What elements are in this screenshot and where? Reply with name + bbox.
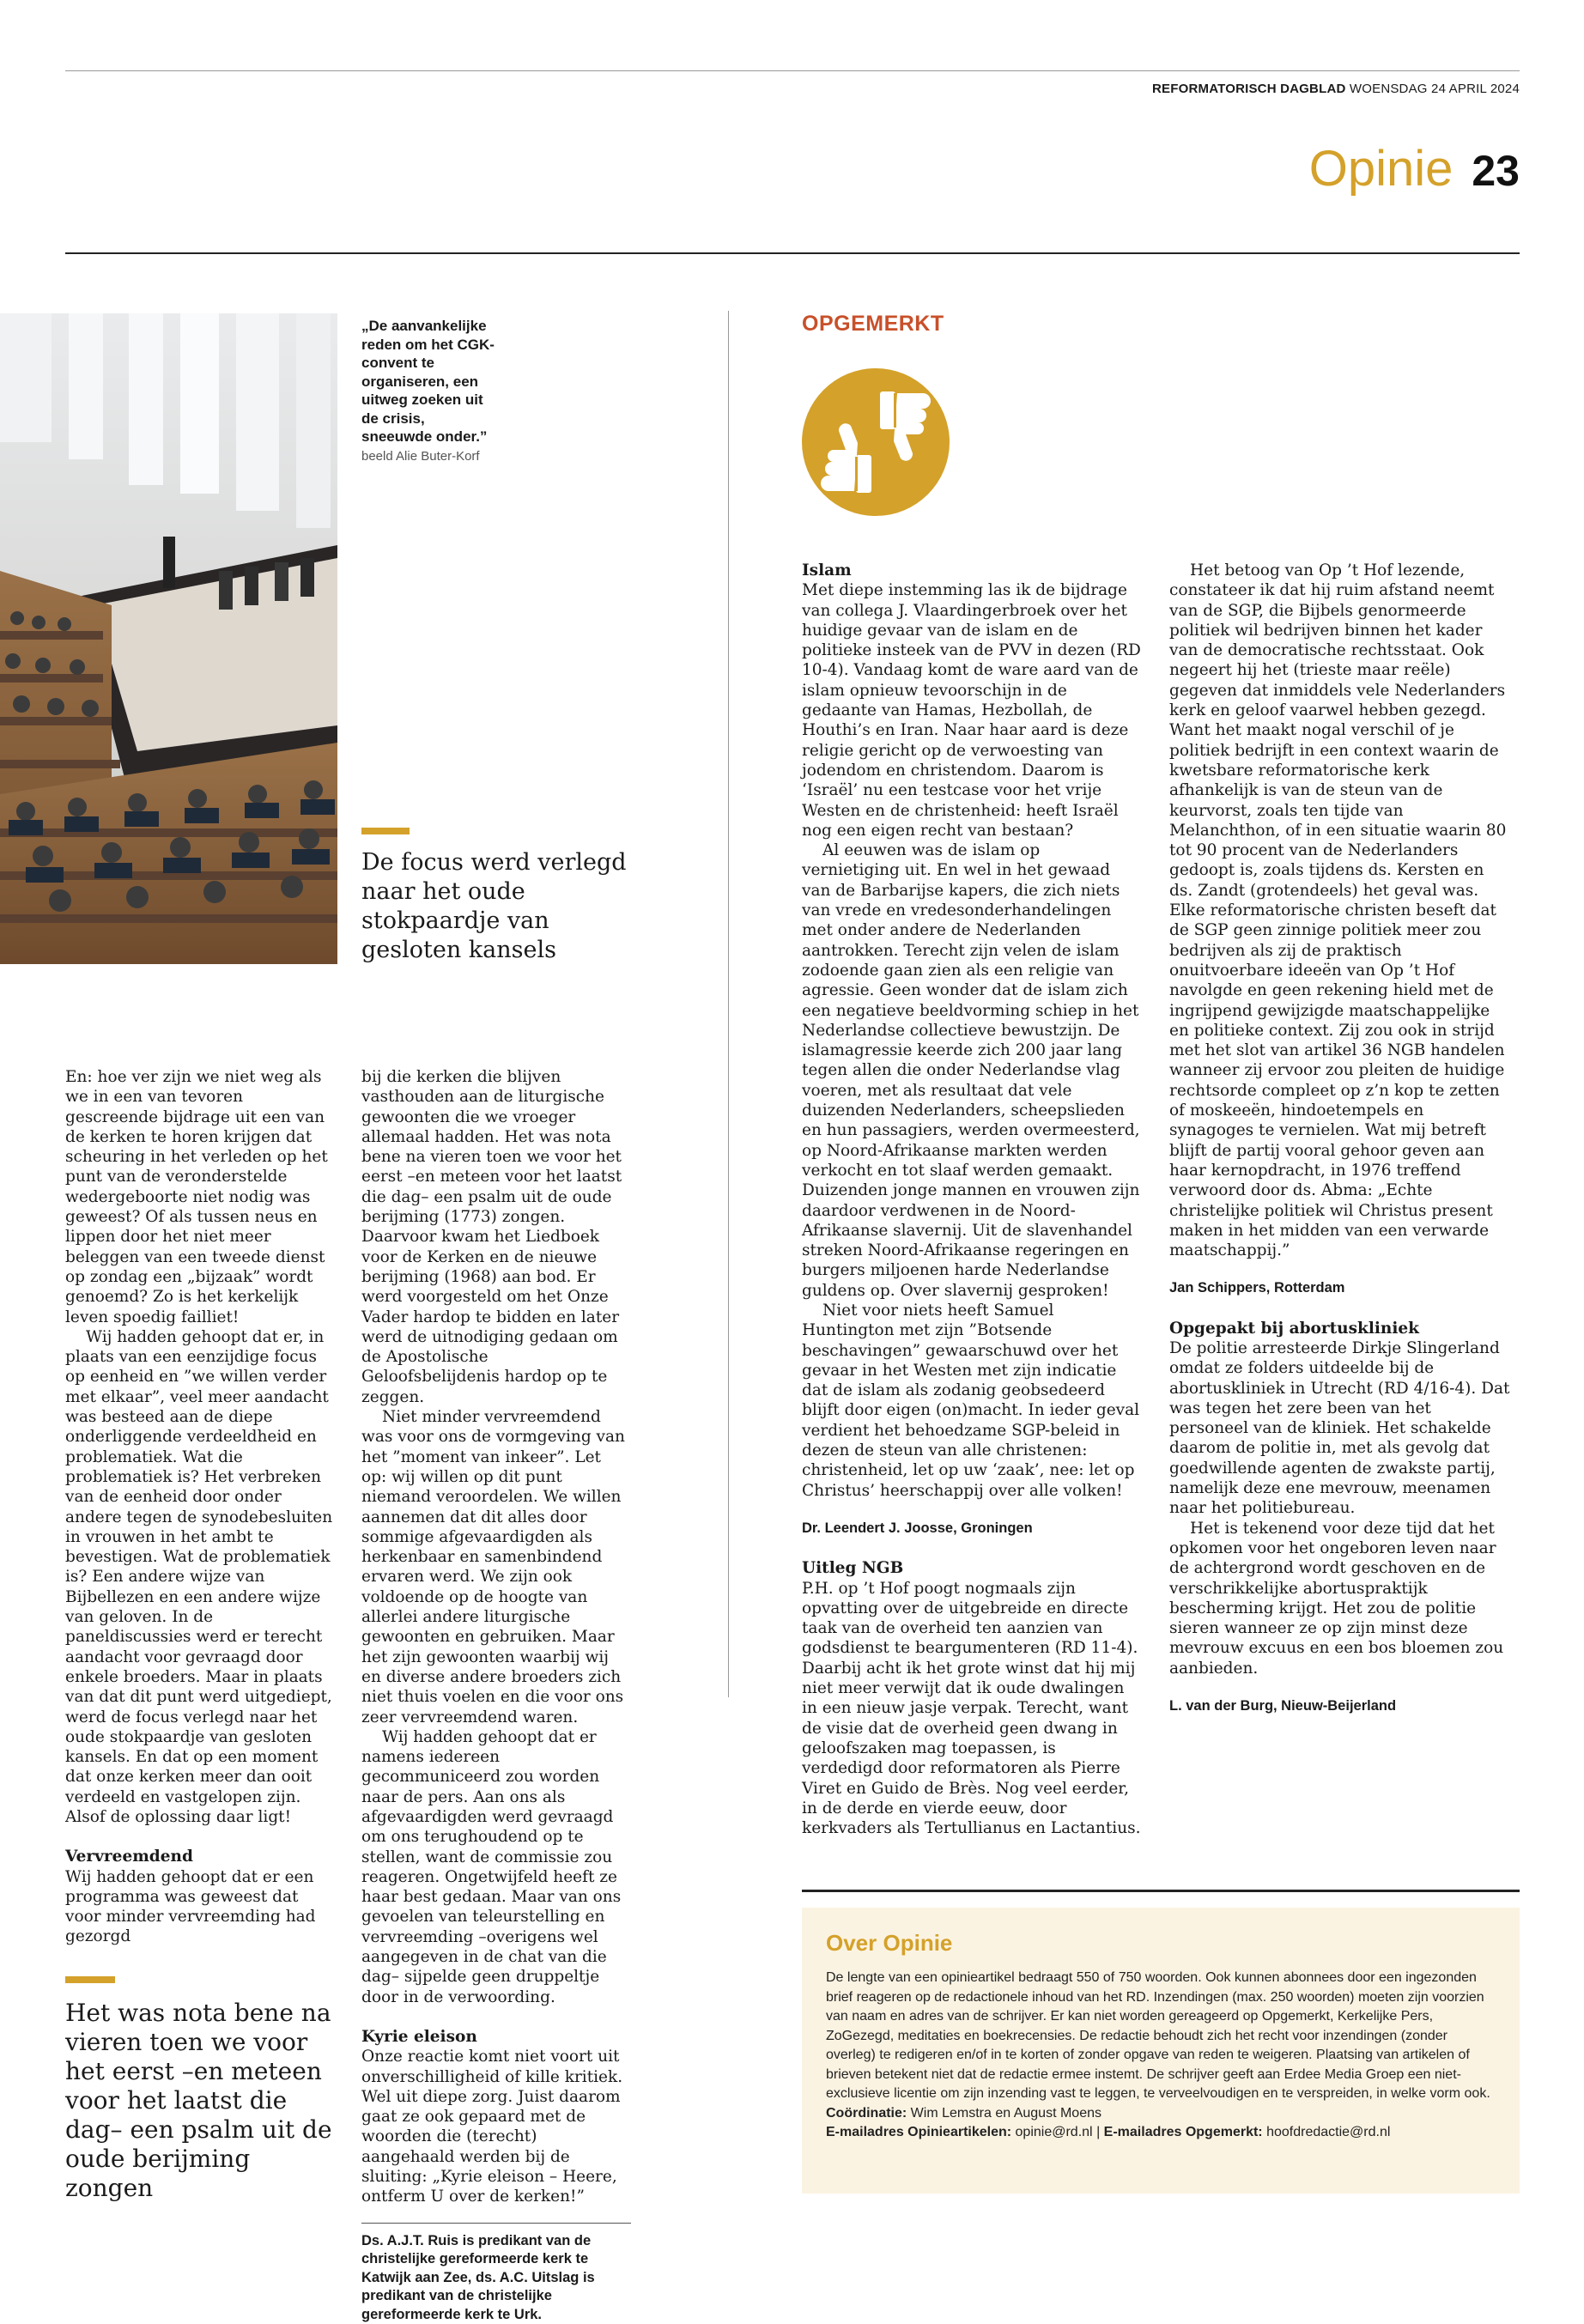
letters-column-1 [802,561,1142,1838]
email-opgemerkt-label: E-mailadres Opgemerkt: [1103,2125,1263,2139]
photo-caption [361,317,499,465]
photo-caption-quote: „De aanvankelijke reden om het CGK-convent te organiseren, een uitweg zoeken uit de crisis, sneeuwde onder.” [361,318,495,445]
email-separator: | [1096,2125,1101,2139]
letter-paragraph: Het betoog van Op ’t Hof lezende, constateer ik dat hij ruim afstand neemt van de SGP, die Bijbels genormeerde politiek wil bedrijven binnen het kader van de democratische rechtsstaat. Ook negeert hij het (trieste maar reële) gegeven dat inmiddels vele Nederlanders kerk en geloof vaarwel hebben gezegd. Want het maakt nogal verschil of je politiek bedrijft in een context waarin de kwetsbare reformatorische kerk afhankelijk is van de steun van de keurvorst, zoals ten tijde van Melanchthon, of in een situatie waarin 80 tot 90 procent van de Nederlanders gedoopt is, zoals tijdens ds. Kersten en ds. Zandt (grotendeels) het geval was. Elke reformatorische christen beseft dat de SGP geen zinnige politiek meer zou bedrijven als zij de praktisch onuitvoerbare ideeën van Op ’t Hof navolgde en geen rekening hield met de ingrijpend gewijzigde maatschappelijke en politieke context. Zij zou ook in strijd met het slot van artikel 36 NGB handelen wanneer zij ervoor zou pleiten de huidige rechtsorde compleet op z’n kop te zetten of moskeeën, hindoetempels en synagoges te vernielen. Wat mij betreft blijft de partij vooral gehoor geven aan haar kernopdracht, in 1976 treffend verwoord door ds. Abma: „Echte christelijke politiek wil Christus present maken in het midden van een verwarde maatschappij.” [1169,561,1507,1260]
letter-paragraph: Met diepe instemming las ik de bijdrage van collega J. Vlaardingerbroek over het huidige gevaar van de islam en de politieke insteek van de PVV in dezen (RD 10-4). Vandaag komt de ware aard van de islam opnieuw tevoorschijn in de gedaante van Hamas, Hezbollah, de Houthi’s en Iran. Naar haar aard is deze religie gericht op de verwoesting van jodendom en christendom. Daarom is ‘Israël’ nu een testcase voor het vrije Westen en de christenheid: heeft Israël nog een eigen recht van bestaan? [802,581,1141,840]
letter-paragraph: De politie arresteerde Dirkje Slingerland omdat ze folders uitdeelde bij de abortuskliniek in Utrecht (RD 4/16-4). Dat was tegen het zere been van het personeel van de kliniek. Het schakelde daarom de politie in, met als gevolg dat goedwillende agenten de zwakste partij, namelijk deze ene mevrouw, meenamen naar het politiebureau. [1169,1338,1510,1518]
page-number: 23 [1472,147,1520,195]
article-paragraph: Onze reactie komt niet voort uit onverschilligheid of kille kritiek. Wel uit diepe zorg. Juist daarom gaat ze ook gepaard met de woorden die (terecht) aangehaald werden bij de sluiting: „Kyrie eleison – Heere, ontferm U over de kerken!” [361,2048,623,2206]
pull-quote-bar [361,828,410,834]
letter-paragraph: Het is tekenend voor deze tijd dat het opkomen voor het ongeboren leven naar de achtergrond wordt geschoven en de verschrikkelijke abortuspraktijk bescherming krijgt. Het zou de politie sieren wanneer ze op zijn minst deze mevrouw excuus en een bos bloemen zou aanbieden. [1169,1519,1504,1678]
letter-title: Islam [802,561,852,579]
letter-paragraph: P.H. op ’t Hof poogt nogmaals zijn opvatting over de uitgebreide en directe taak van de overheid ten aanzien van godsdienst te beargumenteren (RD 11-4). Daarbij acht ik het grote winst dat hij mij niet meer verwijt dat ik oude dwalingen in een nieuw jasje verpak. Terecht, want de visie dat de overheid geen dwang in geloofszaken mag toepassen, is verdedigd door reformatoren als Pierre Viret en Guido de Brès. Nog veel eerder, in de derde en vierde eeuw, door kerkvaders als Tertullianus en Lactantius. [802,1579,1141,1838]
over-opinie-emails [826,2123,1496,2143]
coordinatie-names: Wim Lemstra en August Moens [910,2105,1102,2121]
info-box-rule [802,1890,1520,1892]
letter-title: Opgepakt bij abortuskliniek [1169,1319,1419,1338]
letter-signature: Jan Schippers, Rotterdam [1169,1280,1345,1296]
letter-title: Uitleg NGB [802,1559,904,1578]
over-opinie-box [802,1908,1520,2194]
over-opinie-text: De lengte van een opinieartikel bedraagt 550 of 750 woorden. Ook kunnen abonnees door een ingezonden brief reageren op de redactionele inhoud van het RD. Inzendingen (max. 250 woorden) moeten zijn voorzien van naam en adres van de schrijver. Er kan niet worden gereageerd op Opgemerkt, Kerkelijke Pers, ZoGezegd, meditaties en boekrecensies. De redactie behoudt zich het recht voor inzendingen (zonder overleg) te redigeren en/of in te korten of zonder opgave van reden te weigeren. Plaatsing van artikelen of brieven betekent niet dat de redactie ermee instemt. De schrijver geeft aan Erdee Media Groep een niet-exclusieve licentie om zijn inzending vast te leggen, te verveelvoudigen en te verspreiden, in welke vorm ook. [826,1970,1490,2101]
speaker-figure [163,537,175,588]
header-rule [65,252,1520,254]
email-articles-label: E-mailadres Opinieartikelen: [826,2125,1012,2139]
article-subhead: Kyrie eleison [361,2027,477,2046]
email-articles-link[interactable]: opinie@rd.nl [1015,2125,1093,2139]
opgemerkt-label: OPGEMERKT [802,312,944,336]
letter-signature: Dr. Leendert J. Joosse, Groningen [802,1520,1033,1536]
convent-photo [0,313,337,964]
author-bio: Ds. A.J.T. Ruis is predikant van de christelijke gereformeerde kerk te Katwijk aan Zee, ds. A.C. Uitslag is predikant van de christelijke gereformeerde kerk te Urk. [361,2232,595,2322]
article-subhead: Vervreemdend [65,1848,193,1866]
top-rule [65,70,1520,71]
masthead-line [1152,82,1520,96]
letter-signature: L. van der Burg, Nieuw-Beijerland [1169,1698,1397,1714]
publication-date: WOENSDAG 24 APRIL 2024 [1349,82,1520,96]
email-opgemerkt-link[interactable]: hoofdredactie@rd.nl [1266,2125,1391,2139]
publication-name: REFORMATORISCH DAGBLAD [1152,82,1346,96]
photo-caption-credit: beeld Alie Buter-Korf [361,448,480,464]
article-paragraph: Wij hadden gehoopt dat er, in plaats van een eenzijdige focus op eenheid en ”we willen verder met elkaar”, veel meer aandacht was besteed aan de diepe onderliggende verdeeldheid en problematiek. Wat die problematiek is? Het verbreken van de eenheid door onder andere tegen de synodebesluiten in vrouwen in het ambt te bevestigen. Wat de problematiek is? Een andere wijze van Bijbellezen en een andere wijze van geloven. In de paneldiscussies werd er terecht aandacht voor gevraagd door enkele broeders. Maar in plaats van dat dit punt werd uitgediept, werd de focus verlegd naar het oude stokpaardje van gesloten kansels. En dat op een moment dat onze kerken meer dan ooit verdeeld en vastgelopen zijn. Alsof de oplossing daar ligt! [65,1327,333,1826]
article-paragraph: Wij hadden gehoopt dat er namens iedereen gecommuniceerd zou worden naar de pers. Aan ons als afgevaardigden werd gevraagd om ons terughoudend op te stellen, want de commissie zou reageren. Ongetwijfeld heeft ze haar best gedaan. Maar van ons gevoelen van teleurstelling en vervreemding –overigens wel aangegeven in de chat van die dag– sijpelde geen druppeltje door in de verwoording. [361,1727,622,2006]
over-opinie-title: Over Opinie [826,1930,953,1956]
letter-paragraph: Niet voor niets heeft Samuel Huntington met zijn ”Botsende beschavingen” gewaarschuwd over het gevaar in het Westen met zijn indicatie dat de islam als zodanig geobsedeerd blijft door eigen (on)macht. In ieder geval verdient het behoedzame SGP-beleid in dezen de steun van alle christenen: christenheid, let op uw ‘zaak’, nee: let op Christus’ heerschappij over alle volken! [802,1301,1140,1500]
section-header [1309,140,1520,200]
thumbs-up-down-icon [801,367,950,517]
coordinatie-label: Coördinatie: [826,2105,907,2121]
letter-paragraph: Al eeuwen was de islam op vernietiging uit. En wel in het gewaad van de Barbarijse kapers, die zich niets van vrede en vredesonderhandelingen met onder andere de Nederlanden aantrokken. Terecht zijn velen de islam zodoende gaan zien als een religie van agressie. Geen wonder dat de islam zich een negatieve beeldvorming schiep in het Nederlandse collectieve bewustzijn. De islamagressie keerde zich 200 jaar lang tegen allen die onder Nederlandse vlag voeren, met als resultaat dat vele duizenden Nederlanders, scheepslieden en hun passagiers, werden overmeesterd, op Noord-Afrikaanse markten werden verkocht en tot slaaf werden gemaakt. Duizenden jonge mannen en vrouwen zijn daardoor verdwenen in de Noord-Afrikaanse slavernij. Uit de slavenhandel streken Noord-Afrikaanse regeringen en burgers miljoenen harde Nederlandse guldens op. Over slavernij gesproken! [802,841,1140,1300]
article-column-2 [361,1067,631,2324]
article-paragraph: En: hoe ver zijn we niet weg als we in een van tevoren gescreende bijdrage uit een van de kerken te horen krijgen dat scheuring in het verleden op het punt van de veronderstelde wedergeboorte niet nodig was geweest? Of als tussen neus en lippen door het niet meer beleggen van een tweede dienst op zondag een „bijzaak” wordt genoemd? Zo is het kerkelijk leven spoedig failliet! [65,1068,328,1326]
over-opinie-coordinatie [826,2104,1496,2124]
pull-quote-1: De focus werd verlegd naar het oude stokpaardje van gesloten kansels [361,849,627,963]
article-paragraph: Niet minder vervreemdend was voor ons de vormgeving van het ”moment van inkeer”. Let op: wij willen op dit punt niemand veroordelen. We willen aannemen dat dit alles door sommige afgevaardigden als herkenbaar en samenbindend ervaren werd. We zijn ook voldoende op de hoogte van allerlei andere liturgische gewoonten en gebruiken. Maar het zijn gewoonten waarbij wij en diverse andere broeders zich niet thuis voelen en die voor ons zeer vervreemdend waren. [361,1408,625,1726]
column-divider [728,311,729,1697]
pull-quote-bar [65,1976,115,1983]
article-column-1 [65,1067,335,1947]
pull-quote-2: Het was nota bene na vieren toen we voor het eerst –en meteen voor het laatst die dag– een psalm uit de oude berijming zongen [65,1999,332,2202]
author-bio-box [361,2223,631,2324]
letters-column-2 [1169,561,1511,1716]
article-paragraph: bij die kerken die blijven vasthouden aan de liturgische gewoonten die we vroeger allemaal hadden. Het was nota bene na vieren toen we voor het eerst –en meteen voor het laatst die dag– een psalm uit de oude berijming (1773) zongen. Daarvoor kwam het Liedboek voor de Kerken en de nieuwe berijming (1968) aan bod. Er werd voorgesteld om het Onze Vader hardop te bidden en later werd de uitnodiging gedaan om de Apostolische Geloofsbelijdenis hardop op te zeggen. [361,1068,622,1406]
section-title: Opinie [1308,141,1454,197]
article-paragraph: Wij hadden gehoopt dat er een programma was geweest dat voor minder vervreemding had gezorgd [65,1867,316,1946]
